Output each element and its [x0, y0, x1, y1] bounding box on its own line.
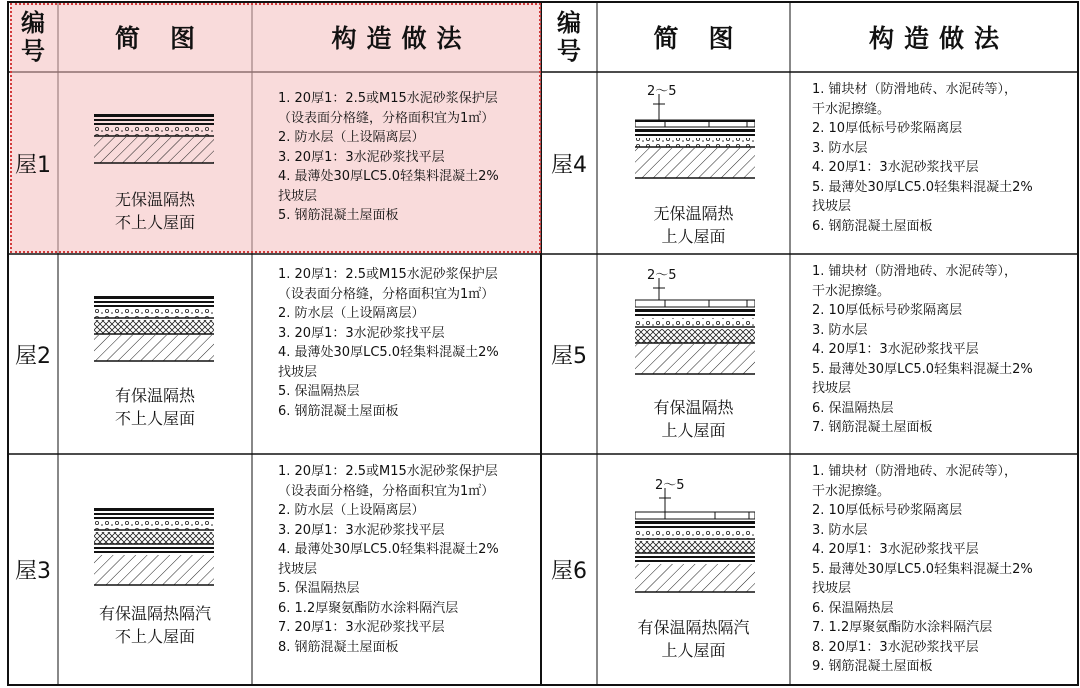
step-line: 找坡层: [812, 581, 852, 596]
step-line: 找坡层: [278, 364, 318, 380]
step-line: （设表面分格缝，分格面积宜为1㎡）: [278, 483, 495, 499]
step-line: 5. 最薄处30厚LC5.0轻集料混凝土2%: [812, 361, 1033, 377]
roof-caption-line: 不上人屋面: [114, 627, 195, 646]
roof-code: 屋5: [551, 343, 587, 369]
roof-sketch-cell: [58, 72, 252, 254]
roof-sketch-cell: [58, 254, 252, 454]
roof-caption-line: 不上人屋面: [114, 409, 195, 428]
step-line: （设表面分格缝，分格面积宜为1㎡）: [278, 110, 495, 126]
step-line: 4. 最薄处30厚LC5.0轻集料混凝土2%: [278, 345, 499, 360]
step-line: 7. 钢筋混凝土屋面板: [812, 420, 933, 435]
step-line: 1. 铺块材（防滑地砖、水泥砖等），: [812, 264, 1018, 279]
step-line: 4. 20厚1：3水泥砂浆找平层: [812, 342, 979, 357]
step-line: 干水泥擦缝。: [812, 101, 891, 117]
roof-code: 屋2: [15, 343, 51, 369]
step-line: 4. 最薄处30厚LC5.0轻集料混凝土2%: [278, 169, 499, 184]
roof-caption-line: 不上人屋面: [114, 213, 195, 232]
layer-section-sketch: [94, 112, 214, 182]
step-line: 6. 钢筋混凝土屋面板: [278, 403, 399, 419]
header-code-right: 编 号: [557, 9, 581, 65]
layer-section-sketch: [635, 94, 755, 204]
step-line: 3. 防水层: [812, 140, 868, 156]
step-line: 3. 20厚1：3水泥砂浆找平层: [278, 325, 445, 341]
step-line: 3. 20厚1：3水泥砂浆找平层: [278, 522, 445, 538]
step-line: 8. 钢筋混凝土屋面板: [278, 639, 399, 655]
step-line: 9. 钢筋混凝土屋面板: [812, 659, 933, 674]
roof-caption-line: 上人屋面: [661, 227, 726, 246]
roof-caption-line: 有保温隔热隔汽: [637, 618, 750, 637]
joint-dimension-label: 2～5: [647, 268, 677, 283]
step-line: 找坡层: [278, 561, 318, 577]
step-line: 2. 10厚低标号砂浆隔离层: [812, 303, 963, 318]
header-method-left: 构造做法: [331, 24, 472, 53]
roof-code: 屋1: [15, 152, 51, 178]
step-line: 1. 铺块材（防滑地砖、水泥砖等），: [812, 82, 1018, 97]
step-line: 4. 20厚1：3水泥砂浆找平层: [812, 542, 979, 557]
step-line: 3. 防水层: [812, 522, 868, 538]
construction-steps: [812, 262, 1033, 438]
roof-sketch-cell: [597, 72, 790, 254]
roof-code: 屋6: [551, 559, 587, 584]
construction-steps: [812, 462, 1033, 677]
step-line: 7. 1.2厚聚氨酯防水涂料隔汽层: [812, 620, 993, 635]
step-line: 找坡层: [278, 188, 318, 204]
construction-steps: [278, 462, 499, 657]
roof-caption-line: 上人屋面: [661, 421, 726, 440]
header-method-right: 构造做法: [868, 24, 1009, 53]
step-line: 4. 20厚1：3水泥砂浆找平层: [812, 160, 979, 175]
joint-dimension-label: 2～5: [647, 84, 677, 99]
construction-steps: [812, 80, 1033, 236]
step-line: 5. 钢筋混凝土屋面板: [278, 208, 399, 223]
step-line: 3. 防水层: [812, 322, 868, 338]
step-line: 2. 10厚低标号砂浆隔离层: [812, 121, 963, 136]
step-line: 1. 20厚1：2.5或M15水泥砂浆保护层: [278, 464, 498, 479]
layer-section-sketch: [635, 488, 755, 628]
construction-steps: [278, 265, 499, 421]
header-sketch-left: 简图: [114, 24, 225, 53]
roof-caption-line: 无保温隔热: [114, 190, 195, 209]
roof-sketch-cell: [597, 454, 790, 685]
step-line: （设表面分格缝，分格面积宜为1㎡）: [278, 286, 495, 302]
step-line: 干水泥擦缝。: [812, 483, 891, 499]
step-line: 8. 20厚1：3水泥砂浆找平层: [812, 639, 979, 655]
step-line: 2. 防水层（上设隔离层）: [278, 503, 425, 518]
step-line: 5. 保温隔热层: [278, 384, 360, 399]
step-line: 3. 20厚1：3水泥砂浆找平层: [278, 149, 445, 165]
step-line: 5. 保温隔热层: [278, 581, 360, 596]
step-line: 6. 保温隔热层: [812, 400, 894, 416]
step-line: 1. 铺块材（防滑地砖、水泥砖等），: [812, 464, 1018, 479]
header-sketch-right: 简图: [653, 24, 764, 53]
layer-section-sketch: [635, 278, 755, 408]
step-line: 干水泥擦缝。: [812, 283, 891, 299]
step-line: 6. 钢筋混凝土屋面板: [812, 218, 933, 234]
step-line: 2. 防水层（上设隔离层）: [278, 306, 425, 321]
step-line: 2. 10厚低标号砂浆隔离层: [812, 503, 963, 518]
step-line: 5. 最薄处30厚LC5.0轻集料混凝土2%: [812, 179, 1033, 195]
roof-caption-line: 无保温隔热: [653, 204, 734, 223]
step-line: 7. 20厚1：3水泥砂浆找平层: [278, 620, 445, 635]
roof-sketch-cell: [58, 454, 252, 685]
step-line: 2. 防水层（上设隔离层）: [278, 130, 425, 145]
step-line: 找坡层: [812, 199, 852, 214]
step-line: 找坡层: [812, 381, 852, 396]
roof-code: 屋4: [551, 152, 587, 178]
step-line: 1. 20厚1：2.5或M15水泥砂浆保护层: [278, 267, 498, 282]
roof-caption-line: 有保温隔热: [653, 398, 734, 417]
roof-caption-line: 有保温隔热隔汽: [98, 604, 211, 623]
step-line: 6. 保温隔热层: [812, 600, 894, 616]
layer-section-sketch: [94, 294, 214, 384]
step-line: 6. 1.2厚聚氨酯防水涂料隔汽层: [278, 600, 459, 616]
roof-code: 屋3: [15, 559, 51, 584]
step-line: 5. 最薄处30厚LC5.0轻集料混凝土2%: [812, 561, 1033, 577]
roof-sketch-cell: [597, 254, 790, 454]
header-code-left: 编 号: [21, 9, 45, 65]
joint-dimension-label: 2～5: [655, 478, 685, 493]
step-line: 1. 20厚1：2.5或M15水泥砂浆保护层: [278, 91, 498, 106]
construction-steps: [278, 89, 499, 226]
step-line: 4. 最薄处30厚LC5.0轻集料混凝土2%: [278, 542, 499, 557]
roof-caption-line: 上人屋面: [661, 641, 726, 660]
layer-section-sketch: [94, 506, 214, 616]
roof-caption-line: 有保温隔热: [114, 386, 195, 405]
